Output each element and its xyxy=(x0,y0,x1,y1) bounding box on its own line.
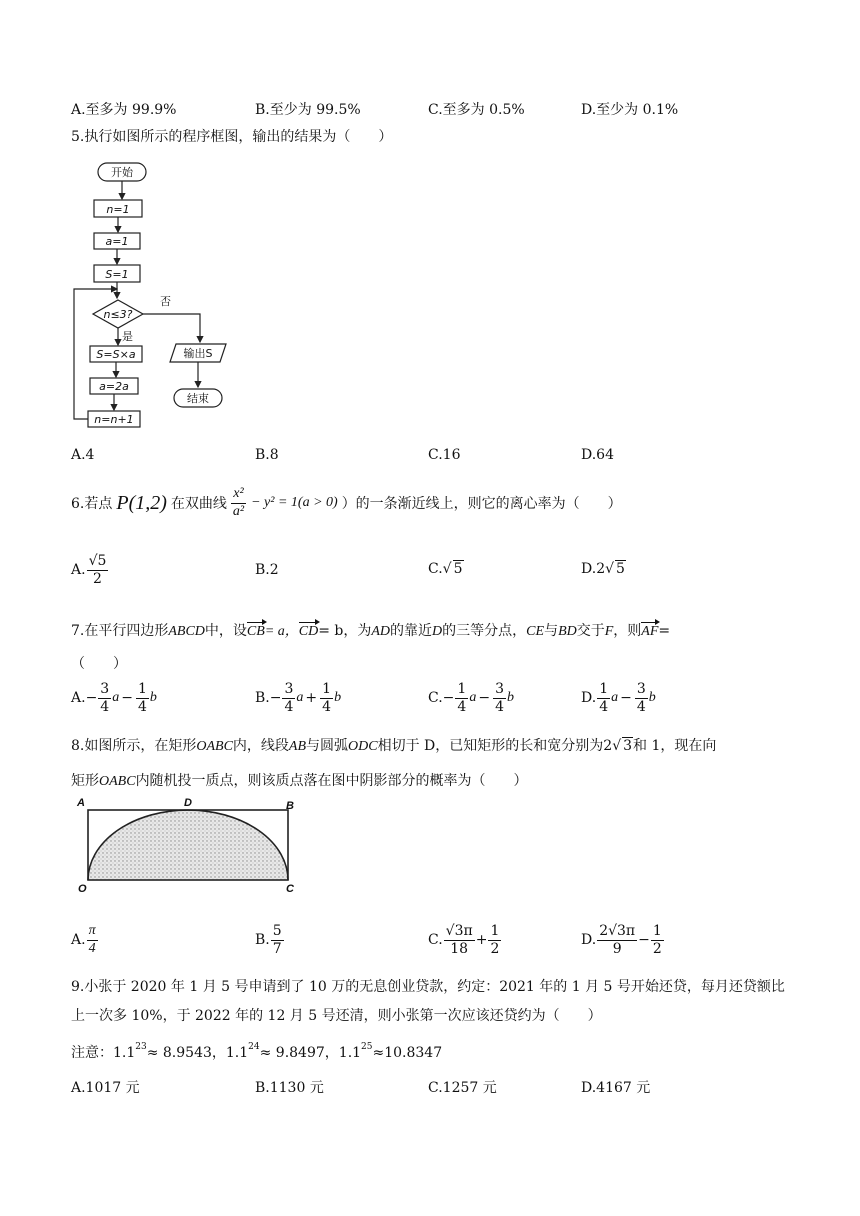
q6-prefix: 6.若点 xyxy=(71,496,113,512)
q8-option-a xyxy=(71,918,99,962)
q6-stem xyxy=(71,480,622,526)
q8-option-d xyxy=(581,918,665,962)
q8-shaded-region xyxy=(88,810,288,880)
flow-end-text: 结束 xyxy=(187,392,209,405)
q7-opt-den: 4 xyxy=(322,698,332,715)
q7-point-d: D xyxy=(432,624,443,639)
q8-text: 与圆弧 xyxy=(306,738,349,754)
q7-segment-ad: AD xyxy=(371,624,391,639)
q9-option-a: A.1017 元 xyxy=(71,1080,140,1096)
q7-text: 与 xyxy=(544,623,559,639)
q7-opt-den: 4 xyxy=(457,698,467,715)
q7-opt-sign: − xyxy=(269,690,282,706)
q4-option-c: C.至多为 0.5% xyxy=(428,102,525,118)
q7-opt-den: 4 xyxy=(599,698,609,715)
q7-opt-frac xyxy=(597,681,610,714)
q8-opt-sign: − xyxy=(638,932,650,948)
q8-opt-frac xyxy=(87,923,98,956)
flow-a-update-text: a=2a xyxy=(99,380,129,393)
q9-option-c: C.1257 元 xyxy=(428,1080,497,1096)
q8-opt-num: 2√3π xyxy=(599,923,636,940)
q8-label-o: O xyxy=(78,883,87,895)
q7-text: 中，设 xyxy=(204,623,247,639)
q8-stem-line1 xyxy=(71,735,716,755)
q4-option-b: B.至少为 99.5% xyxy=(255,102,361,118)
q7-text: ，则 xyxy=(613,623,642,639)
q6-option-a-num: √5 xyxy=(88,553,107,570)
q7-opt-frac xyxy=(98,681,111,714)
q7-opt-frac xyxy=(320,681,333,714)
q5-stem: 5.执行如图所示的程序框图，输出的结果为（ ） xyxy=(71,129,393,145)
q9-option-b: B.1130 元 xyxy=(255,1080,324,1096)
q8-label-d: D xyxy=(184,797,192,809)
q8-coef: 2 xyxy=(603,738,613,754)
q7-opt-den: 4 xyxy=(100,698,110,715)
q6-option-a xyxy=(71,548,109,592)
q7-opt-den: 4 xyxy=(284,698,294,715)
q7-opt-den: 4 xyxy=(137,698,147,715)
q7-opt-sign: − xyxy=(478,690,491,706)
q8-rect-oabc: OABC xyxy=(99,774,136,789)
q6-mid: 在双曲线 xyxy=(170,496,227,512)
q7-opt-den: 4 xyxy=(636,698,646,715)
q9-note-exp: 25 xyxy=(361,1042,373,1052)
q6-option-d-coef: 2 xyxy=(596,561,606,577)
q8-opt-den: 2 xyxy=(652,940,662,957)
q7-opt-num: 1 xyxy=(599,681,609,698)
q8-radicand: 3 xyxy=(623,738,633,754)
q8-opt-label: D. xyxy=(581,932,597,948)
q7-opt-var: b xyxy=(506,690,514,705)
q6-option-c xyxy=(428,560,464,577)
q7-opt-num: 3 xyxy=(636,681,646,698)
q6-option-a-fraction xyxy=(87,553,109,586)
q8-label-a: A xyxy=(77,797,85,809)
q8-opt-label: B. xyxy=(255,932,270,948)
q8-label-c: C xyxy=(286,883,294,895)
q9-note-label: 注意： xyxy=(71,1045,113,1061)
q8-opt-den: 7 xyxy=(272,940,282,957)
q8-opt-frac xyxy=(271,923,284,956)
q7-opt-frac xyxy=(136,681,149,714)
q8-text: 内随机投一质点，则该质点落在图中阴影部分的概率为（ ） xyxy=(135,773,528,789)
q7-opt-sign: − xyxy=(442,690,455,706)
q7-text: 的三等分点， xyxy=(442,623,527,639)
q6-eq-rest: − y² = 1(a > 0) xyxy=(251,495,338,510)
q9-note-val: ≈ 9.8497， xyxy=(259,1045,339,1061)
q8-opt-num: 5 xyxy=(272,923,282,940)
flow-yes-label: 是 xyxy=(122,330,133,343)
q6-option-a-label: A. xyxy=(71,562,86,578)
q5-flowchart xyxy=(70,158,235,433)
q6-eq-denominator: a² xyxy=(232,503,245,519)
q7-opt-label: A. xyxy=(71,690,86,706)
q7-opt-var: b xyxy=(149,690,157,705)
q7-vector-af: AF xyxy=(641,624,659,639)
q8-text: 和 1，现在向 xyxy=(633,738,717,754)
q5-option-c: C.16 xyxy=(428,447,461,463)
q6-equation-fraction xyxy=(231,486,246,519)
q8-option-c xyxy=(428,918,502,962)
q7-stem-line1 xyxy=(71,620,670,640)
q8-text: 矩形 xyxy=(71,773,99,789)
q8-opt-num: π xyxy=(87,923,98,940)
q8-segment-ab: AB xyxy=(288,739,307,754)
q8-rect-oabc: OABC xyxy=(196,739,233,754)
q8-text: 相切于 D，已知矩形的长和宽分别为 xyxy=(377,738,604,754)
flow-s-update-text: S=S×a xyxy=(96,348,136,361)
sqrt-icon: √ xyxy=(612,738,622,754)
q8-text: 8.如图所示，在矩形 xyxy=(71,738,197,754)
q9-note-base: 1.1 xyxy=(113,1045,136,1061)
q7-point-f: F xyxy=(604,624,614,639)
q6-option-d-radicand: 5 xyxy=(616,561,625,577)
q9-note-exp: 24 xyxy=(248,1042,260,1052)
q8-figure xyxy=(74,796,299,896)
flow-a-init-text: a=1 xyxy=(105,235,129,248)
q8-opt-frac xyxy=(444,923,475,956)
q7-segment-ce: CE xyxy=(526,624,545,639)
q7-option-d xyxy=(581,678,656,718)
q7-option-b xyxy=(255,678,341,718)
q8-opt-frac xyxy=(597,923,637,956)
q7-vector-cd: CD xyxy=(298,624,319,639)
q7-opt-label: C. xyxy=(428,690,443,706)
flow-s-init-text: S=1 xyxy=(105,268,129,281)
q7-opt-var: b xyxy=(334,690,342,705)
q9-note xyxy=(71,1042,442,1062)
q9-stem-line2: 上一次多 10%，于 2022 年的 12 月 5 号还清，则小张第一次应该还贷约为（ ） xyxy=(71,1008,602,1024)
q6-option-c-radicand: 5 xyxy=(453,561,463,577)
q7-segment-bd: BD xyxy=(558,624,577,639)
q7-option-a xyxy=(71,678,157,718)
q5-option-d: D.64 xyxy=(581,447,614,463)
q8-opt-num: 1 xyxy=(490,923,500,940)
q9-stem-line1: 9.小张于 2020 年 1 月 5 号申请到了 10 万的无息创业贷款，约定：2021 年的 1 月 5 号开始还贷，每月还贷额比 xyxy=(71,979,785,995)
q8-stem-line2 xyxy=(71,770,528,790)
q9-option-d: D.4167 元 xyxy=(581,1080,651,1096)
q8-opt-den: 4 xyxy=(88,940,96,956)
q8-opt-label: C. xyxy=(428,932,443,948)
q7-text: 的靠近 xyxy=(390,623,433,639)
q6-option-c-label: C. xyxy=(428,561,443,577)
q7-vector-cb: CB xyxy=(246,624,265,639)
q7-opt-frac xyxy=(455,681,468,714)
q7-opt-sign: − xyxy=(121,690,133,706)
q5-option-a: A.4 xyxy=(71,447,95,463)
q4-option-d: D.至少为 0.1% xyxy=(581,102,679,118)
q7-stem-line2: （ ） xyxy=(71,656,127,672)
flow-no-branch-line xyxy=(143,314,200,342)
sqrt-icon: √ xyxy=(605,561,615,577)
q8-opt-label: A. xyxy=(71,932,86,948)
q8-text: 内，线段 xyxy=(232,738,289,754)
q7-opt-frac xyxy=(635,681,648,714)
q7-text: = a， xyxy=(264,624,299,639)
q7-opt-sign: + xyxy=(305,690,318,706)
q7-opt-var: a xyxy=(611,690,619,705)
q8-opt-den: 9 xyxy=(612,940,622,957)
q8-opt-num: √3π xyxy=(445,923,473,940)
q7-option-c xyxy=(428,678,514,718)
q7-text: 7.在平行四边形 xyxy=(71,623,169,639)
sqrt-icon: √ xyxy=(442,561,452,577)
q7-opt-frac xyxy=(282,681,295,714)
flow-no-label: 否 xyxy=(160,295,171,308)
q9-note-val: ≈10.8347 xyxy=(372,1045,443,1061)
flow-output-text: 输出S xyxy=(183,347,213,360)
q8-opt-den: 2 xyxy=(490,940,500,957)
q4-option-a: A.至多为 99.9% xyxy=(71,102,177,118)
flow-start-text: 开始 xyxy=(111,166,133,179)
q7-opt-num: 1 xyxy=(457,681,467,698)
q7-opt-den: 4 xyxy=(495,698,504,715)
q8-opt-frac xyxy=(488,923,501,956)
q9-note-val: ≈ 8.9543， xyxy=(146,1045,226,1061)
q8-opt-frac xyxy=(651,923,664,956)
q7-opt-frac xyxy=(493,681,506,714)
q8-opt-den: 18 xyxy=(450,940,469,957)
q7-opt-var: a xyxy=(469,690,477,705)
q7-opt-num: 1 xyxy=(322,681,332,698)
q6-suffix: ）的一条渐近线上，则它的离心率为（ ） xyxy=(341,496,622,512)
q8-option-b xyxy=(255,918,285,962)
q8-opt-sign: + xyxy=(475,932,488,948)
q7-opt-sign: − xyxy=(85,690,98,706)
q7-opt-num: 3 xyxy=(284,681,294,698)
q7-opt-num: 3 xyxy=(100,681,110,698)
q6-eq-numerator: x² xyxy=(231,486,245,503)
q6-option-d-label: D. xyxy=(581,561,597,577)
q7-text: = xyxy=(658,623,671,639)
q7-opt-var: a xyxy=(112,690,120,705)
q7-shape: ABCD xyxy=(168,624,205,639)
q7-opt-var: b xyxy=(648,690,656,705)
q8-label-b: B xyxy=(286,800,294,812)
q8-opt-num: 1 xyxy=(652,923,662,940)
q7-opt-label: D. xyxy=(581,690,597,706)
flow-n-init-text: n=1 xyxy=(106,203,130,216)
q6-option-b: B.2 xyxy=(255,562,279,578)
flow-n-update-text: n=n+1 xyxy=(94,413,134,426)
q7-opt-sign: − xyxy=(620,690,632,706)
q7-text: 交于 xyxy=(576,623,605,639)
q6-option-d xyxy=(581,560,626,577)
q7-opt-num: 1 xyxy=(137,681,147,698)
q7-opt-label: B. xyxy=(255,690,270,706)
q7-opt-num: 3 xyxy=(495,681,504,698)
q6-point: P(1,2) xyxy=(116,491,167,514)
q9-note-base: 1.1 xyxy=(225,1045,249,1061)
q9-note-base: 1.1 xyxy=(338,1045,362,1061)
q9-note-exp: 23 xyxy=(135,1042,147,1052)
q7-opt-var: a xyxy=(296,690,304,705)
flow-condition-text: n≤3? xyxy=(103,308,133,321)
q8-arc-odc: ODC xyxy=(348,739,378,754)
q6-option-a-den: 2 xyxy=(93,570,102,587)
q5-option-b: B.8 xyxy=(255,447,279,463)
q7-text: = b，为 xyxy=(318,623,372,639)
